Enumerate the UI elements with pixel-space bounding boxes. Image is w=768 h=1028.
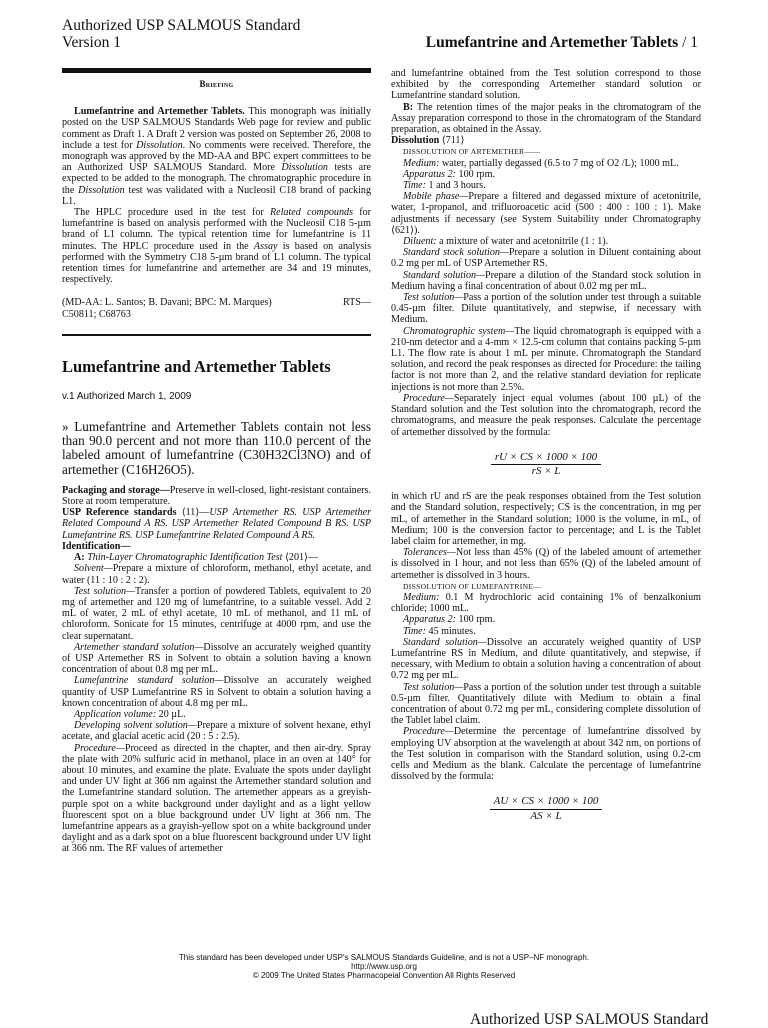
diss2-test-solution: Test solution—Pass a portion of the solution under test through a suitable 0.5-µm filter. Quantitatively dilute with Medium to obtain a final concentration of about 0.72 mg per mL, considering complete dissolution of the Tablet label claim.	[391, 681, 701, 727]
header-version: Version 1	[62, 34, 121, 51]
ident-lumefantrine-standard: Lumefantrine standard solution—Dissolve an accurately weighed quantity of USP Lumefantrine RS in Solvent to obtain a solution having a known concentration of about 4.8 mg per mL.	[62, 675, 371, 709]
ident-solvent: Solvent—Prepare a mixture of chloroform, methanol, ethyl acetate, and water (11 : 10 : 2 : 2).	[62, 563, 371, 586]
briefing-paragraph-2: The HPLC procedure used in the test for Related compounds for lumefantrine is based on analysis performed with the Nucleosil C18 5-µm brand of L1 column. The typical retention time for lumefantrine is 11 minutes. The HPLC procedure used in the Assay is based on analysis performed with the Symmetry C18 5-µm brand of L1 column. The typical retention times for lumefantrine and artemether are 34 and 19 minutes, respectively.	[62, 207, 372, 286]
ident-developing-solvent: Developing solvent solution—Prepare a mixture of solvent hexane, ethyl acetate, and glacial acetic acid (20 : 5 : 2.5).	[62, 720, 371, 743]
diss-diluent: Diluent: a mixture of water and acetonitrile (1 : 1).	[403, 236, 609, 248]
diss-mobile-phase: Mobile phase—Prepare a filtered and degassed mixture of acetonitrile, water, 1-propanol, and trifluoroacetic acid (500 : 400 : 100 : 1). Make adjustments if necessary (see System Suitability under Chromatography ⟨621⟩).	[391, 191, 701, 236]
diss2-medium: Medium: 0.1 M hydrochloric acid containing 1% of benzalkonium chloride; 1000 mL.	[391, 591, 701, 615]
left-column	[62, 68, 371, 855]
dissolution-artemether-heading: DISSOLUTION OF ARTEMETHER——	[403, 147, 541, 157]
running-header	[426, 34, 698, 51]
formula-lumefantrine	[391, 796, 701, 821]
formula-2-numerator: AU × CS × 1000 × 100	[490, 796, 603, 809]
header-line1: Authorized USP SALMOUS Standard	[62, 17, 301, 34]
dissolution-heading: Dissolution ⟨711⟩	[391, 135, 465, 147]
next-page-header: Authorized USP SALMOUS Standard	[470, 1011, 709, 1028]
ident-continued: and lumefantrine obtained from the Test solution correspond to those exhibited by the corresponding Artemether standard solution or Lumefantrine standard solution.	[391, 68, 701, 102]
identification-heading: Identification—	[62, 540, 131, 552]
formula-1-denominator: rS × L	[531, 464, 561, 477]
briefing-lead: Lumefantrine and Artemether Tablets.	[74, 106, 245, 118]
formula-artemether	[391, 452, 701, 477]
diss-chromatographic-system: Chromatographic system—The liquid chromatograph is equipped with a 210-nm detector and a 4-mm × 12.5-cm column that contains packing 5-µm L1. The flow rate is about 1 mL per minute. Chromatograph the Standard solution, and record the peak responses as directed for Procedure: the tailing factor is not more than 2, and the relative standard deviation for replicate injections is not more than 2.5%.	[391, 325, 701, 393]
page-number: / 1	[682, 34, 698, 51]
formula-2-denominator: AS × L	[530, 809, 562, 822]
briefing-rule	[62, 68, 371, 73]
ident-application-volume: Application volume: 20 µL.	[74, 708, 186, 720]
ident-test-solution: Test solution—Transfer a portion of powdered Tablets, equivalent to 20 mg of artemether and 120 mg of lumefantrine, to a suitable vessel. Add 2 mL of water, 2 mL of ethyl acetate, 10 mL of methanol, and 11 mL of chloroform. Sonicate for 15 minutes, centrifuge at 4000 rpm, and use the clear supernatant.	[62, 585, 371, 642]
monograph-definition: » Lumefantrine and Artemether Tablets contain not less than 90.0 percent and not more than 110.0 percent of the labeled amount of lumefantrine (C30H32Cl3NO) and of artemether (C16H26O5).	[62, 419, 371, 477]
ident-b: B: The retention times of the major peaks in the chromatogram of the Assay preparation correspond to those in the chromatogram of the Standard preparation, as obtained in the Assay.	[391, 101, 701, 136]
footer-url[interactable]: http://www.usp.org	[351, 962, 417, 971]
briefing-credits: (MD-AA: L. Santos; B. Davani; BPC: M. Marques) RTS—	[62, 297, 371, 309]
ident-artemether-standard: Artemether standard solution—Dissolve an accurately weighed quantity of USP Artemether RS in Solvent to obtain a solution having a known concentration of about 0.8 mg per mL.	[62, 641, 371, 676]
diss-tolerances: Tolerances—Not less than 45% (Q) of the labeled amount of artemether is dissolved in 1 hour, and not less than 65% (Q) of the labeled amount of artemether is dissolved in 3 hours.	[391, 547, 701, 581]
usp-reference-section: USP Reference standards ⟨11⟩—USP Artemether RS. USP Artemether Related Compound A RS. USP Artemether Related Compound B RS. USP Lumefantrine RS. USP Lumefantrine Related Compound A RS.	[62, 507, 371, 541]
diss-standard-solution: Standard solution—Prepare a dilution of the Standard stock solution in Medium having a final concentration of about 0.02 mg per mL.	[391, 269, 701, 292]
right-column	[391, 68, 701, 822]
briefing-label: Briefing	[199, 79, 234, 89]
monograph-rule	[62, 334, 371, 336]
footer-copyright: © 2009 The United States Pharmacopeial Convention All Rights Reserved	[252, 971, 516, 980]
diss-stock-solution: Standard stock solution—Prepare a solution in Diluent containing about 0.2 mg per mL of USP Artemether RS.	[391, 247, 701, 270]
briefing-paragraph-1: Lumefantrine and Artemether Tablets. This monograph was initially posted on the USP SALMOUS Standards Web page for review and public comment as Draft 1. A Draft 2 version was posted on September 26, 2008 to include a test for Dissolution. No comments were received. Therefore, the monograph was approved by the MD-AA and BPC expert committees to be an Authorized USP SALMOUS Standard. More Dissolution tests are expected to be added to the monograph. The chromatographic procedure in the Dissolution test was validated with a Nucleosil C18 brand of packing L1.	[62, 106, 371, 207]
diss-medium: Medium: water, partially degassed (6.5 to 7 mg of O2 /L); 1000 mL.	[403, 157, 679, 169]
diss2-standard-solution: Standard solution—Dissolve an accurately weighed quantity of USP Lumefantrine RS in Medium, and dilute quantitatively, and stepwise, if necessary, with Medium to obtain a solution having a concentration of about 0.72 mg per mL.	[391, 636, 701, 682]
running-title: Lumefantrine and Artemether Tablets	[425, 34, 679, 51]
briefing-rts-codes: C50811; C68763	[62, 308, 131, 320]
ident-a: A: Thin-Layer Chromatographic Identification Test ⟨201⟩—	[74, 552, 319, 564]
diss-procedure: Procedure—Separately inject equal volumes (about 100 µL) of the Standard solution and the Test solution into the chromatograph, record the chromatograms, and measure the peak responses. Calculate the percentage of artemether dissolved by the formula:	[391, 392, 701, 438]
packaging-section: Packaging and storage—Preserve in well-closed, light-resistant containers. Store at room temperature.	[62, 484, 371, 508]
diss-test-solution: Test solution—Pass a portion of the solution under test through a suitable 0.45-µm filter. Dilute quantitatively, and stepwise, if necessary with Medium.	[391, 292, 701, 326]
diss-time: Time: 1 and 3 hours.	[403, 180, 486, 192]
monograph-version: v.1 Authorized March 1, 2009	[62, 390, 192, 402]
ident-procedure: Procedure—Proceed as directed in the chapter, and then air-dry. Spray the plate with 20% sulfuric acid in methanol, place in an oven at 140° for about 10 minutes, and examine the plate. Evaluate the spots under daylight and under UV light at 366 nm against the Artemether standard solution and the Lumefantrine standard solution. The artemether appears as a greyish-purple spot on a white background under daylight and as a light yellow fluorescent spot on a blue background under UV light at 366 nm. The lumefantrine appears as a grayish-yellow spot on a white background under daylight and as a dark spot on a blue fluorescent background under UV light at 366 nm. The RF values of artemether	[62, 742, 371, 855]
diss-apparatus: Apparatus 2: 100 rpm.	[403, 168, 495, 180]
monograph-title: Lumefantrine and Artemether Tablets	[62, 356, 331, 376]
diss2-time: Time: 45 minutes.	[403, 625, 476, 637]
formula-1-explanation: in which rU and rS are the peak responses obtained from the Test solution and the Standard solution, respectively; CS is the concentration, in mg per mL, of artemether in the Standard solution; 1000 is the volume, in mL, of Medium; 100 is the conversion factor to percentage; and L is the Tablet label claim for artemether, in mg.	[391, 491, 701, 547]
footer-disclaimer: This standard has been developed under USP's SALMOUS Standards Guideline, and is not a USP–NF monograph.	[178, 953, 590, 962]
diss2-apparatus: Apparatus 2: 100 rpm.	[403, 614, 495, 626]
diss2-procedure: Procedure—Determine the percentage of lumefantrine dissolved by employing UV absorption at the wavelength at about 342 nm, on portions of the Test solution in comparison with the Standard solution, using 0.2-cm cells and Medium as the blank. Calculate the percentage of lumefantrine dissolved by the formula:	[391, 726, 701, 783]
dissolution-lumefantrine-heading: DISSOLUTION OF LUMEFANTRINE—	[403, 581, 542, 591]
formula-1-numerator: rU × CS × 1000 × 100	[491, 452, 601, 465]
